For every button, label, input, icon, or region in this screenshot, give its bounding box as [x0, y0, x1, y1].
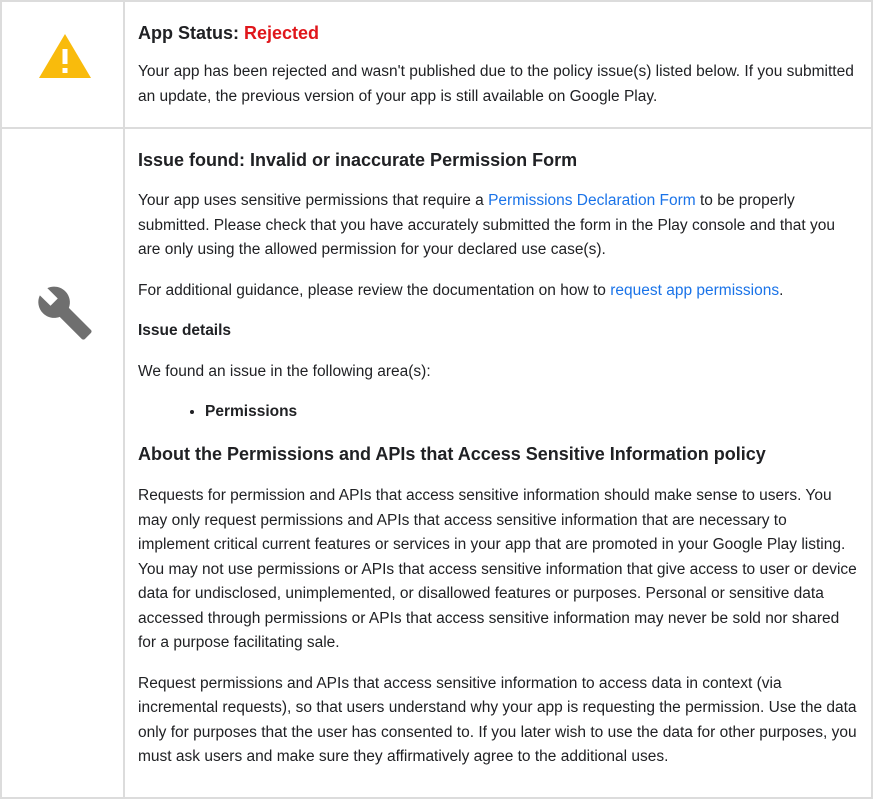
permissions-declaration-form-link[interactable]: Permissions Declaration Form	[488, 192, 696, 209]
list-item: • Permissions	[205, 400, 861, 424]
issue-title: Issue found: Invalid or inaccurate Permission Form	[138, 150, 578, 170]
status-row	[2, 2, 871, 129]
status-description: Your app has been rejected and wasn't published due to the policy issue(s) listed below. If you submitted an update, the previous version of your app is still available on Google Play.	[138, 63, 854, 105]
policy-title: About the Permissions and APIs that Access Sensitive Information policy	[138, 444, 766, 464]
issue-area-list	[138, 400, 861, 424]
issue-p2-text-after: .	[779, 281, 784, 299]
status-label: App Status:	[138, 23, 244, 43]
issue-paragraph-1	[138, 189, 861, 263]
issue-icon-cell	[2, 129, 125, 797]
issue-paragraph-2	[138, 279, 861, 304]
request-app-permissions-link[interactable]: request app permissions	[610, 281, 780, 299]
issue-details-heading: Issue details	[138, 322, 232, 339]
issue-content	[125, 129, 871, 797]
status-icon-cell	[2, 2, 125, 127]
policy-paragraph-1: Requests for permission and APIs that access sensitive information should make sense to users. You may only request permissions and APIs that access sensitive information that are necessary to implement critical current features or services in your app that are promoted in your Google Play listing. You may not use permissions or APIs that access sensitive information that give access to user or device data for undisclosed, unimplemented, or disallowed features or purposes. Personal or sensitive data accessed through permissions or APIs that access sensitive information may never be sold nor shared for a purpose facilitating sale.	[138, 487, 857, 651]
issue-details-intro: We found an issue in the following area(s):	[138, 362, 431, 380]
issue-row	[2, 129, 871, 797]
issue-p2-text-before: For additional guidance, please review the documentation on how to	[138, 281, 611, 299]
status-content	[125, 2, 871, 127]
status-value: Rejected	[244, 23, 320, 43]
issue-p1-text-before: Your app uses sensitive permissions that require a	[138, 192, 489, 209]
warning-icon	[38, 33, 92, 79]
wrench-icon	[36, 284, 94, 342]
policy-paragraph-2: Request permissions and APIs that access sensitive information to access data in context (via incremental requests), so that users understand why your app is requesting the permission. Use the data only for purposes that the user has consented to. If you later wish to use the data for other purposes, you must ask users and make sure they affirmatively agree to the additional uses.	[138, 674, 857, 765]
issue-p1-text-after: to be properly submitted. Please check that you have accurately submitted the form in the Play console and that you are only using the allowed permission for your declared use case(s).	[138, 192, 836, 258]
status-heading	[138, 21, 861, 45]
